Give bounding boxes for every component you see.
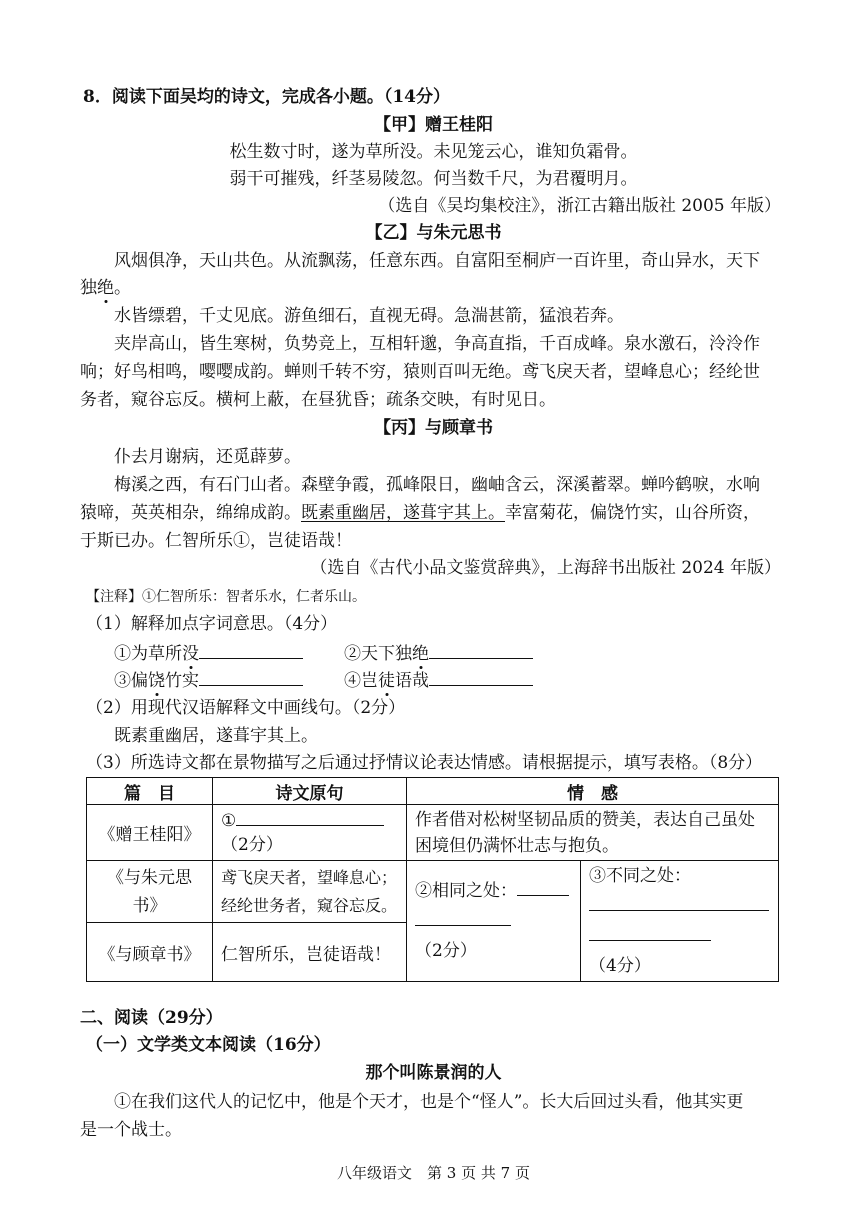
- row2-title-cell: [87, 861, 213, 923]
- answer-blank[interactable]: [429, 642, 533, 659]
- header-qinggan: 情 感: [407, 778, 779, 805]
- yi-paragraph-3-line-1: 夹岸高山，皆生寒树，负势竞上，互相轩邈，争高直指，千百成峰。泉水激石，泠泠作: [114, 334, 760, 354]
- header-yuanju: 诗文原句: [213, 778, 407, 805]
- dotted-character: 徒: [378, 671, 395, 691]
- row2-title-line-2: 书》: [132, 895, 167, 916]
- yi-paragraph-1-line-2: [80, 277, 131, 299]
- yi-paragraph-3-line-3: 务者，窥谷忘反。横柯上蔽，在昼犹昏；疏条交映，有时见日。: [80, 390, 556, 410]
- answer-item-3: [114, 669, 303, 692]
- table-row: [87, 861, 779, 923]
- bing-paragraph-2-line-1: 梅溪之西，有石门山者。森壁争霞，孤峰限日，幽岫含云，深溪蓄翠。蝉吟鹤唳，水响: [114, 475, 760, 495]
- bing-paragraph-1: 仆去月谢病，还觅薜萝。: [114, 447, 301, 467]
- underlined-sentence: 既素重幽居，遂葺宇其上。: [301, 503, 505, 523]
- diff-answer-blank-2[interactable]: [589, 926, 711, 941]
- same-label: ②相同之处：: [415, 881, 517, 901]
- row3-quote: 仁智所乐，岂徒语哉！: [213, 923, 407, 982]
- row1-emotion-line-2: 困境但仍满怀壮志与抱负。: [415, 835, 619, 856]
- row1-emotion-line-1: 作者借对松树坚韧品质的赞美，表达自己虽处: [415, 809, 755, 830]
- text-segment: 猿啼，英英相杂，绵绵成韵。: [80, 503, 301, 523]
- diff-score: （4分）: [589, 956, 651, 976]
- same-score: （2分）: [415, 941, 477, 961]
- answer-item-1: [114, 642, 303, 665]
- dotted-character: 绝: [97, 278, 114, 298]
- jia-line-2: 弱干可摧残，纤茎易陵忽。何当数千尺，为君覆明月。: [229, 169, 638, 189]
- text-segment: 幸富菊花，偏饶竹实，山谷所资，: [505, 503, 760, 523]
- same-line-1: [415, 876, 572, 906]
- table-header-row: [87, 778, 779, 805]
- diff-line-2: [589, 891, 770, 921]
- text-segment: 语哉: [395, 671, 429, 691]
- jia-title: 【甲】赠王桂阳: [374, 115, 493, 135]
- same-answer-blank-2[interactable]: [415, 911, 511, 926]
- sub-question-3-title: （3）所选诗文都在景物描写之后通过抒情议论表达情感。请根据提示，填写表格。（8分）: [86, 753, 763, 773]
- answer-blank[interactable]: [429, 669, 533, 686]
- diff-cell: [581, 861, 779, 982]
- row1-blank-number: ①: [221, 810, 237, 831]
- sub-question-2-title: （2）用现代汉语解释文中画线句。（2分）: [86, 698, 406, 718]
- bing-source: （选自《古代小品文鉴赏辞典》，上海辞书出版社 2024 年版）: [310, 558, 781, 578]
- text-segment: ②天下独: [344, 644, 412, 664]
- row2-quote-line-1: 鸢飞戾天者，望峰息心；: [221, 867, 398, 887]
- row2-quote-cell: [213, 861, 407, 923]
- jia-line-1: 松生数寸时，遂为草所没。未见笼云心，谁知负霜骨。: [229, 142, 638, 162]
- same-cell: [407, 861, 581, 982]
- yi-paragraph-3-line-2: 响；好鸟相鸣，嘤嘤成韵。蝉则千转不穷，猿则百叫无绝。鸢飞戾天者，望峰息心；经纶世: [80, 362, 760, 382]
- row1-answer-blank[interactable]: [236, 809, 384, 826]
- part-2-sub-title: （一）文学类文本阅读（16分）: [86, 1035, 331, 1055]
- part-2-title: 二、阅读（29分）: [80, 1008, 223, 1028]
- article-title: 那个叫陈景润的人: [365, 1063, 502, 1083]
- answer-item-4: [344, 669, 533, 692]
- row1-score: （2分）: [221, 834, 283, 855]
- emotion-table: [86, 777, 779, 982]
- row2-title-line-1: 《与朱元思: [107, 867, 192, 888]
- answer-blank[interactable]: [199, 669, 303, 686]
- yi-paragraph-2: 水皆缥碧，千丈见底。游鱼细石，直视无碍。急湍甚箭，猛浪若奔。: [114, 306, 624, 326]
- answer-item-2: [344, 642, 533, 665]
- yi-title: 【乙】与朱元思书: [365, 223, 502, 243]
- same-answer-blank-1[interactable]: [517, 881, 569, 896]
- sub-question-1-title: （1）解释加点字词意思。（4分）: [86, 614, 338, 634]
- bing-paragraph-2-line-2: [80, 502, 760, 524]
- table-row: [87, 805, 779, 861]
- bing-title: 【丙】与顾章书: [374, 418, 493, 438]
- page-footer: 八年级语文 第 3 页 共 7 页: [337, 1164, 530, 1182]
- diff-line-3: [589, 921, 770, 981]
- answer-blank[interactable]: [199, 642, 303, 659]
- yi-paragraph-1-line-1: 风烟俱净，天山共色。从流飘荡，任意东西。自富阳至桐庐一百许里，奇山异水，天下: [114, 251, 760, 271]
- sub-question-2-sentence: 既素重幽居，遂葺宇其上。: [114, 726, 318, 746]
- dotted-character: 绝: [412, 644, 429, 664]
- text-segment: 。: [114, 278, 131, 298]
- bing-paragraph-2-line-3: 于斯已办。仁智所乐①，岂徒语哉！: [80, 531, 352, 551]
- row1-quote-cell: [213, 805, 407, 861]
- text-segment: 竹实: [165, 671, 199, 691]
- jia-source: （选自《吴均集校注》，浙江古籍出版社 2005 年版）: [378, 196, 781, 216]
- diff-label: ③不同之处：: [589, 866, 691, 886]
- row1-title: 《赠王桂阳》: [87, 805, 213, 861]
- row1-blank-line: [221, 809, 398, 833]
- row2-quote-line-2: 经纶世务者，窥谷忘反。: [221, 895, 398, 915]
- article-paragraph-1-line-2: 是一个战士。: [80, 1120, 182, 1140]
- text-segment: ④岂: [344, 671, 378, 691]
- bing-annotation: 【注释】①仁智所乐：智者乐水，仁者乐山。: [86, 589, 366, 605]
- question-8-title: 8．阅读下面吴均的诗文，完成各小题。（14分）: [83, 87, 450, 107]
- text-segment: 独: [80, 278, 97, 298]
- text-segment: ③偏: [114, 671, 148, 691]
- same-line-2: [415, 906, 572, 966]
- dotted-character: 没: [182, 644, 199, 664]
- diff-answer-blank-1[interactable]: [589, 898, 769, 911]
- dotted-character: 饶: [148, 671, 165, 691]
- row3-title: 《与顾章书》: [87, 923, 213, 982]
- row1-emotion-cell: [407, 805, 779, 861]
- article-paragraph-1-line-1: ①在我们这代人的记忆中，他是个天才，也是个“怪人”。长大后回过头看，他其实更: [114, 1092, 744, 1112]
- header-pian: 篇 目: [87, 778, 213, 805]
- text-segment: ①为草所: [114, 644, 182, 664]
